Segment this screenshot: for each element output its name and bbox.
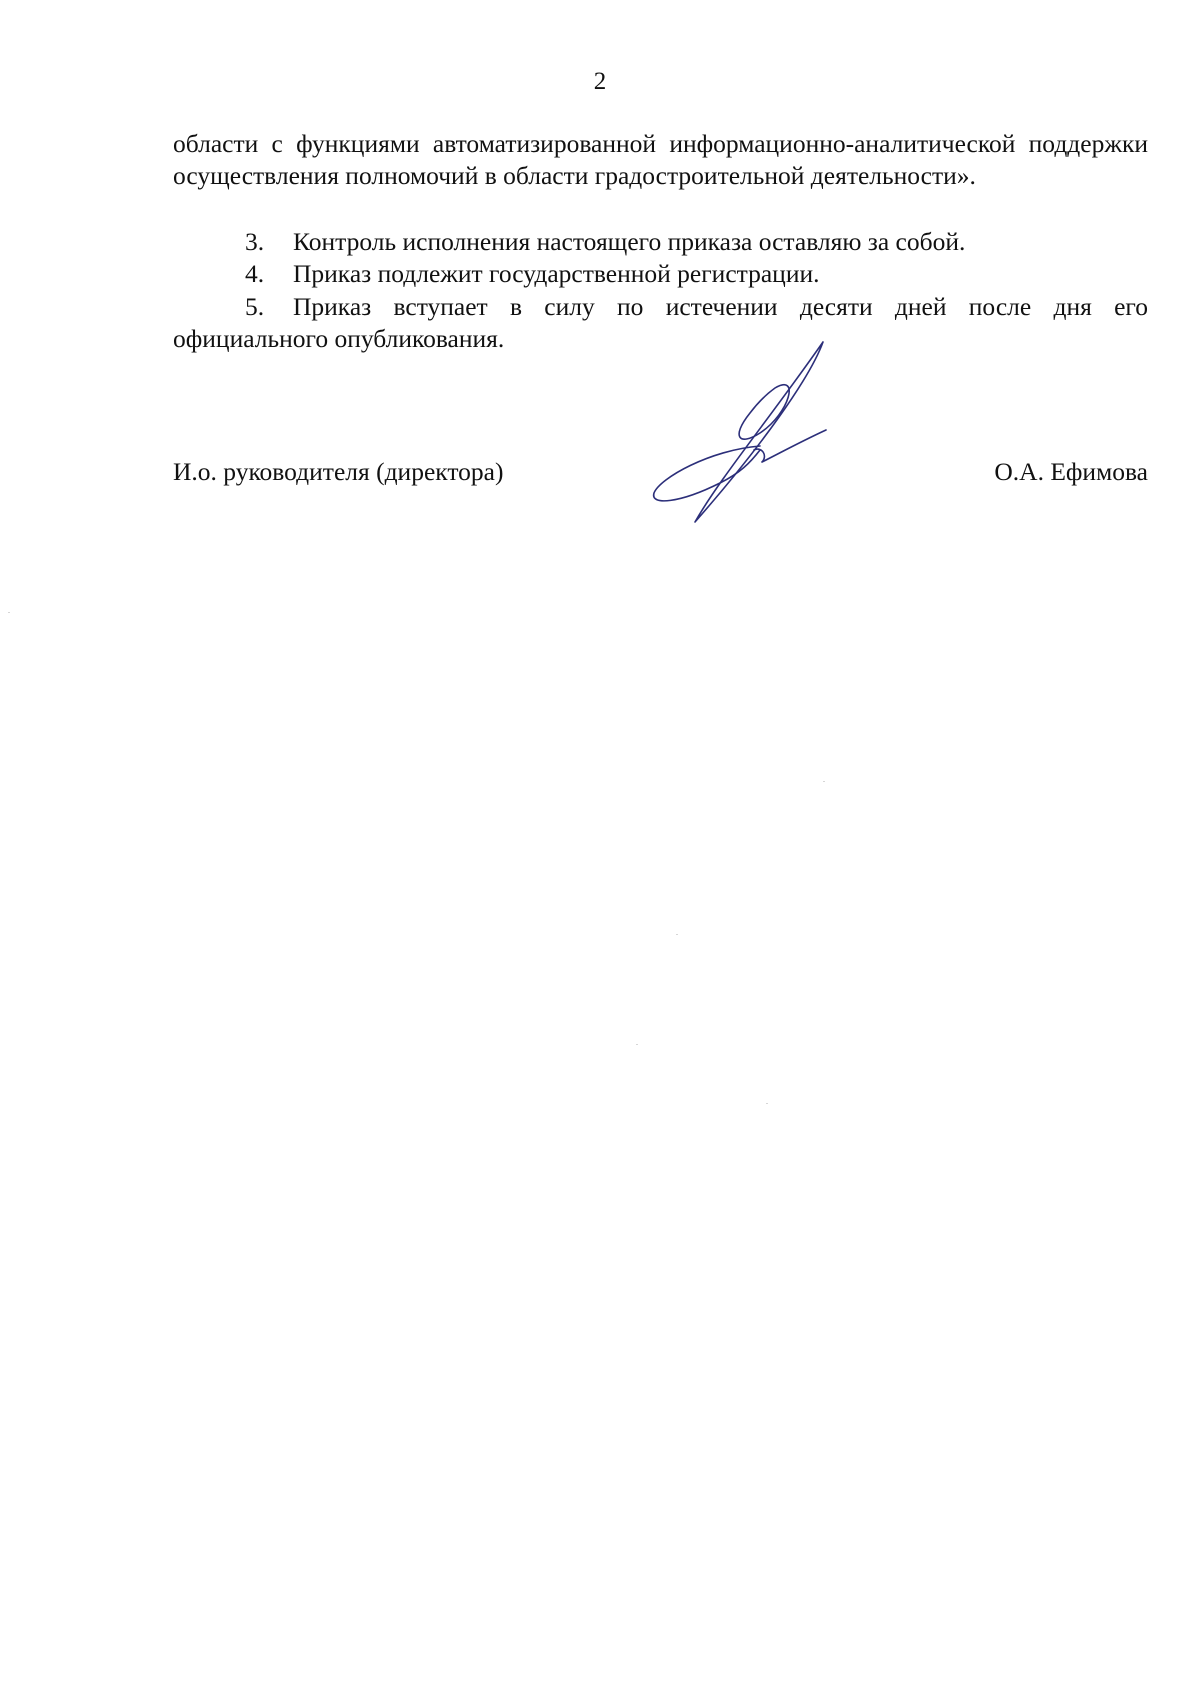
page-number: 2 (593, 68, 607, 95)
scan-speck (766, 1103, 768, 1104)
list-item (173, 258, 1148, 290)
scan-speck (823, 781, 825, 782)
handwritten-signature (650, 338, 830, 528)
signature-stroke (695, 342, 823, 522)
scan-speck (8, 612, 10, 613)
list-item-text: Приказ подлежит государственной регистрации. (293, 259, 820, 288)
scan-speck (676, 934, 678, 935)
list-item-text: Приказ вступает в силу по истечении десяти дней после дня его официального опубликования. (173, 292, 1148, 353)
list-item-number: 4. (245, 259, 265, 288)
list-item (173, 226, 1148, 258)
list-item-text: Контроль исполнения настоящего приказа оставляю за собой. (293, 227, 966, 256)
list-item-number: 5. (245, 292, 265, 321)
signer-title: И.о. руководителя (директора) (173, 457, 504, 486)
signature-stroke (739, 385, 789, 439)
signature-stroke (654, 446, 760, 501)
paragraph-continuation: области с функциями автоматизированной информационно-аналитической поддержки осуществления полномочий в области градостроительной деятельности». (173, 129, 1148, 190)
scan-speck (636, 1044, 638, 1045)
signature-stroke (754, 430, 826, 462)
list-item-number: 3. (245, 227, 265, 256)
signer-name: О.А. Ефимова (994, 457, 1148, 486)
